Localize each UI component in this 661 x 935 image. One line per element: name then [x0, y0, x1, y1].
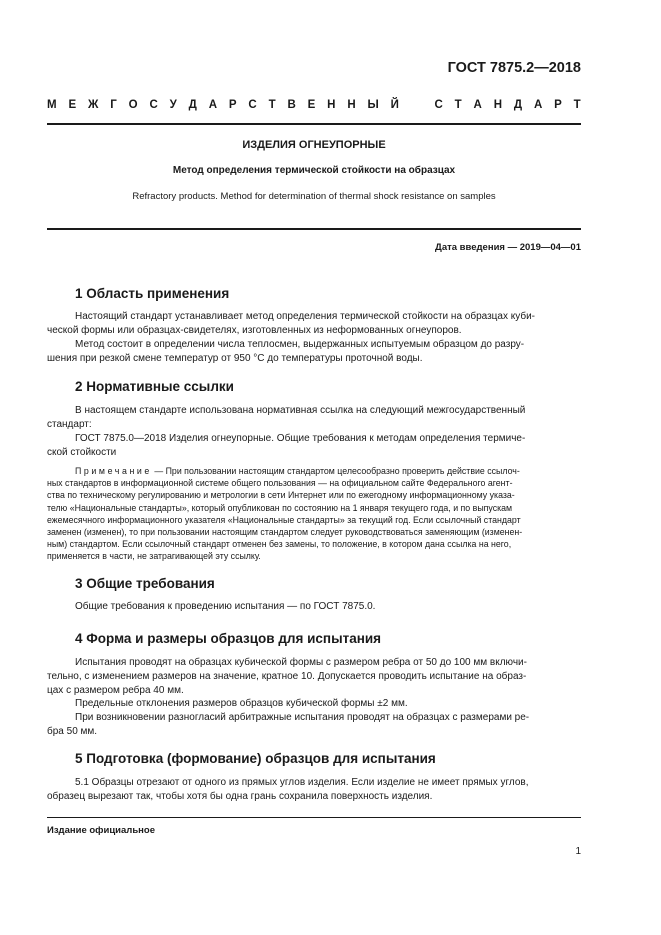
banner-letter: Р	[228, 99, 237, 111]
banner-letter: А	[533, 99, 543, 111]
section-5-heading: 5 Подготовка (формование) образцов для испытания	[75, 751, 436, 766]
text-line: стандарт:	[47, 418, 92, 430]
banner-letter: Г	[110, 99, 117, 111]
note-label: Примечание	[75, 466, 152, 476]
text-line: При возникновении разногласий арбитражные испытания проводят на образцах с размерами ре-	[75, 712, 530, 723]
banner-letter: Д	[513, 99, 523, 111]
section-5-paragraph-1	[47, 776, 581, 804]
section-1-heading: 1 Область применения	[75, 286, 230, 301]
text-line: ежемесячного информационного указателя «Национальные стандарты» за текущий год. Если ссылочный стандарт	[47, 514, 521, 525]
banner-letter: М	[47, 99, 57, 111]
banner-letter: С	[248, 99, 257, 111]
banner-letter: Т	[573, 99, 581, 111]
banner-letter: Н	[327, 99, 336, 111]
banner-letter: Д	[188, 99, 197, 111]
text-line: В настоящем стандарте использована нормативная ссылка на следующий межгосударственный	[75, 405, 526, 416]
banner-letter: А	[473, 99, 482, 111]
banner-letter: Е	[68, 99, 77, 111]
banner-letter: О	[128, 99, 138, 111]
banner-letter: В	[287, 99, 296, 111]
document-title-english: Refractory products. Method for determination of thermal shock resistance on samples	[132, 191, 496, 202]
text-line: — При пользовании настоящим стандартом целесообразно проверить действие ссылоч-	[151, 466, 520, 476]
text-line: Испытания проводят на образцах кубической формы с размером ребра от 50 до 100 мм включи-	[75, 657, 527, 668]
section-3-heading: 3 Общие требования	[75, 576, 215, 591]
banner-letter: Т	[268, 99, 276, 111]
title-divider	[47, 228, 581, 230]
text-line: Предельные отклонения размеров образцов кубической формы ±2 мм.	[75, 698, 408, 709]
text-line: Метод состоит в определении числа теплосмен, выдержанных испытуемым образцом до разру-	[75, 339, 525, 350]
banner-letter: Е	[307, 99, 316, 111]
official-edition-label: Издание официальное	[47, 825, 155, 836]
text-line: образец вырезают так, чтобы хотя бы одна грань сохранила поверхность изделия.	[47, 790, 433, 802]
section-2-reference	[47, 432, 581, 460]
text-line: цах с размером ребра 40 мм.	[47, 684, 184, 696]
banner-letter: С	[149, 99, 158, 111]
banner-letter: Н	[493, 99, 503, 111]
footer-divider	[47, 817, 581, 818]
text-line: ных стандартов в информационной системе общего пользования — на официальном сайте Федерального агент-	[47, 478, 513, 489]
standard-number: ГОСТ 7875.2—2018	[447, 60, 581, 76]
section-4-paragraph-1	[47, 656, 581, 697]
section-4-heading: 4 Форма и размеры образцов для испытания	[75, 631, 382, 646]
text-line: ГОСТ 7875.0—2018 Изделия огнеупорные. Общие требования к методам определения термиче-	[75, 433, 526, 444]
text-line: Общие требования к проведению испытания — по ГОСТ 7875.0.	[75, 601, 376, 612]
text-line: 5.1 Образцы отрезают от одного из прямых углов изделия. Если изделие не имеет прямых углов,	[75, 777, 529, 788]
section-2-paragraph-1	[47, 404, 581, 432]
section-3-paragraph-1	[47, 600, 581, 614]
page-number: 1	[575, 846, 581, 857]
interstate-standard-banner	[47, 99, 581, 111]
section-2-heading: 2 Нормативные ссылки	[75, 379, 234, 394]
banner-letter: Й	[390, 99, 399, 111]
text-line: ческой формы или образцах-свидетелях, изготовленных из неформованных огнеупоров.	[47, 324, 462, 336]
text-line: бра 50 мм.	[47, 725, 98, 737]
section-4-paragraph-3	[47, 711, 581, 739]
text-line: шения при резкой смене температур от 950 °С до температуры проточной воды.	[47, 352, 423, 364]
text-line: ным) стандартом. Если ссылочный стандарт отменен без замены, то положение, в котором дана ссылка на него,	[47, 539, 512, 550]
banner-letter: Т	[454, 99, 462, 111]
banner-letter: Р	[554, 99, 562, 111]
banner-letter: С	[434, 99, 443, 111]
banner-letter: А	[208, 99, 218, 111]
introduction-date: Дата введения — 2019—04—01	[435, 242, 581, 253]
text-line: Настоящий стандарт устанавливает метод определения термической стойкости на образцах куби-	[75, 311, 535, 322]
banner-letter: Ы	[367, 99, 379, 111]
section-1-paragraph-1	[47, 310, 581, 338]
document-title: ИЗДЕЛИЯ ОГНЕУПОРНЫЕ	[242, 139, 386, 151]
section-4-paragraph-2	[47, 697, 581, 711]
header-divider	[47, 123, 581, 125]
text-line: заменен (изменен), то при пользовании настоящим стандартом следует руководствоваться заменяющим (изменен-	[47, 527, 523, 538]
text-line: ства по техническому регулированию и метрологии в сети Интернет или по ежегодному информационному указа-	[47, 490, 515, 501]
banner-letter: Н	[347, 99, 356, 111]
section-2-note	[47, 465, 581, 563]
text-line: телю «Национальные стандарты», который опубликован по состоянию на 1 января текущего года, и по выпускам	[47, 502, 513, 513]
section-1-paragraph-2	[47, 338, 581, 366]
banner-letter: У	[169, 99, 177, 111]
text-line: ской стойкости	[47, 446, 117, 458]
document-subtitle: Метод определения термической стойкости на образцах	[172, 165, 456, 176]
text-line: применяется в части, не затрагивающей эту ссылку.	[47, 551, 261, 562]
text-line: тельно, с изменением размеров на значение, кратное 10. Допускается проводить испытание на образ-	[47, 670, 527, 682]
banner-letter: Ж	[87, 99, 99, 111]
